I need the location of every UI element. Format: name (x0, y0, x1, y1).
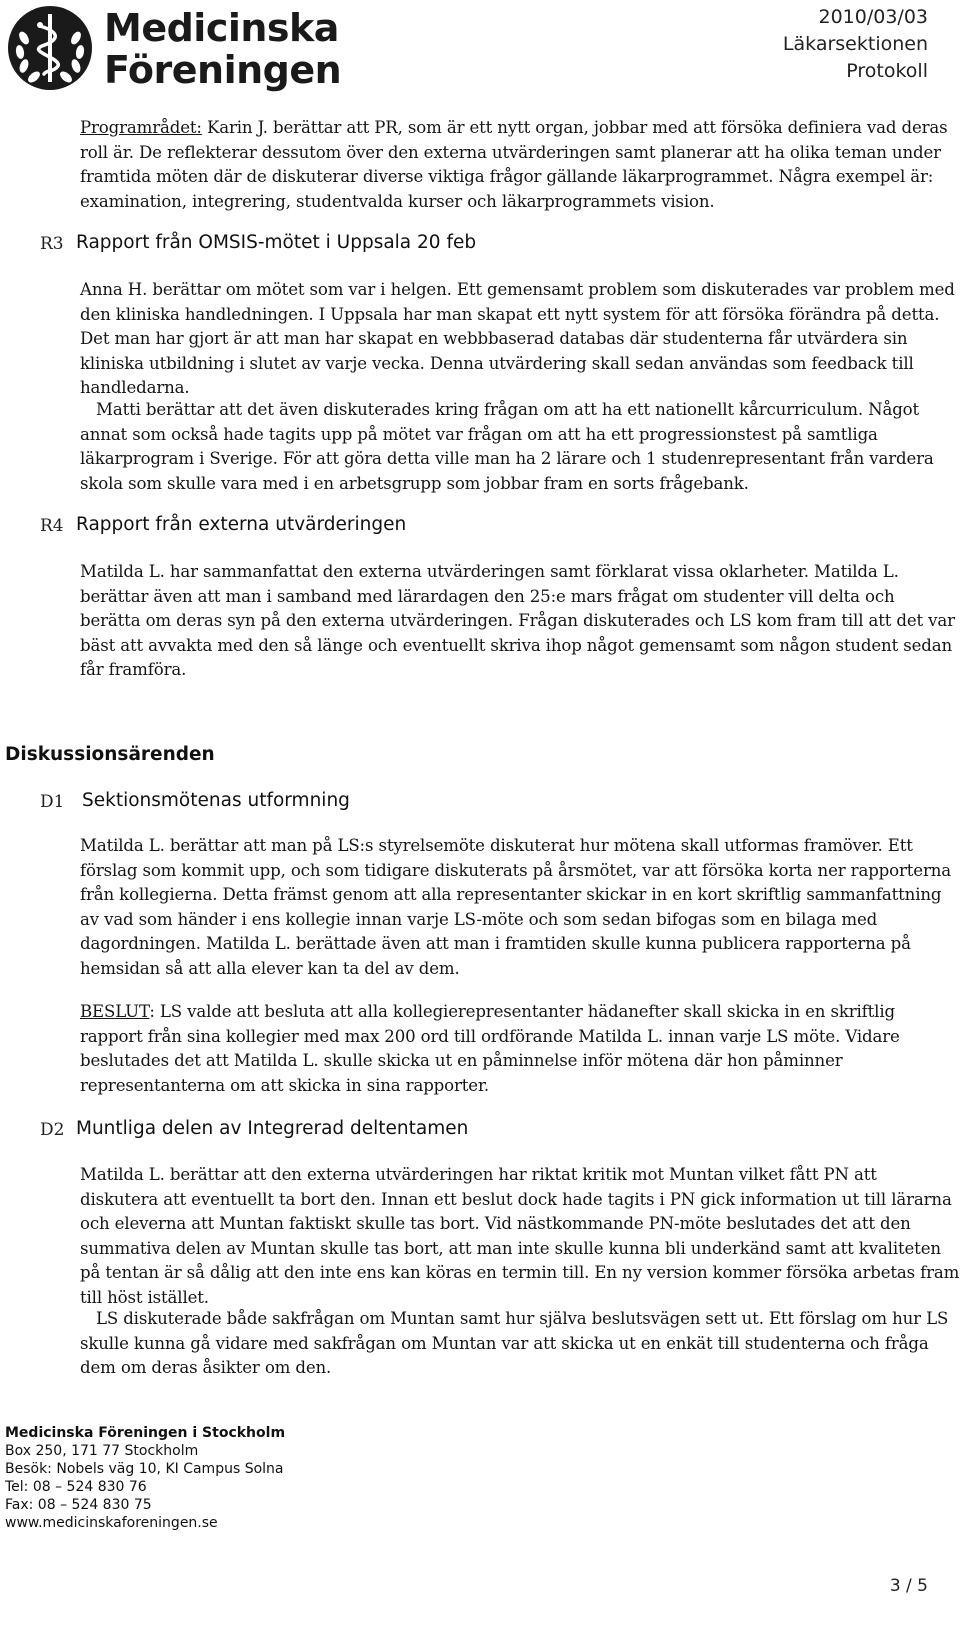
document-date: 2010/03/03 (818, 6, 928, 28)
caduceus-emblem-icon (6, 4, 98, 92)
footer-contact (5, 1424, 285, 1532)
logo-text-line2: Föreningen (104, 48, 342, 92)
medicinska-foreningen-logo (6, 4, 342, 92)
r3-paragraph-1: Anna H. berättar om mötet som var i helgen. Ett gemensamt problem som diskuterades var problem med den kliniska handledningen. I Uppsala har man skapat ett nytt system för att försöka förändra på detta. Det man har gjort är att man har skapat en webbbaserad databas där studenterna får utvärdera sin kliniska utbildning i slutet av varje vecka. Denna utvärdering skall sedan användas som feedback till handledarna. (80, 280, 955, 397)
beslut-label: BESLUT (80, 1002, 150, 1021)
item-title-r3: Rapport från OMSIS-mötet i Uppsala 20 feb (76, 232, 477, 253)
footer-organization: Medicinska Föreningen i Stockholm (5, 1425, 286, 1441)
d1-beslut-paragraph (80, 1000, 960, 1098)
footer-visit-address: Besök: Nobels väg 10, KI Campus Solna (5, 1461, 284, 1477)
footer-website: www.medicinskaforeningen.se (5, 1515, 218, 1531)
document-header-info (783, 4, 928, 85)
programradet-label: Programrådet: (80, 118, 202, 137)
logo-text-line1: Medicinska (104, 6, 339, 50)
d2-paragraph-2: LS diskuterade både sakfrågan om Muntan samt hur själva beslutsvägen sett ut. Ett förslag om hur LS skulle kunna gå vidare med sakfrågan om Muntan var att skicka ut en enkät till studenterna och fråga dem om deras åsikter om den. (80, 1309, 949, 1377)
beslut-text: : LS valde att besluta att alla kollegierepresentanter hädanefter skall skicka in en skriftlig rapport från sina kollegier med max 200 ord till ordförande Matilda L. innan varje LS möte. Vidare beslutades det att Matilda L. skulle skicka ut en påminnelse inför mötena där hon påminner representanterna om att skicka in sina rapporter. (80, 1002, 900, 1095)
item-code-d1: D1 (40, 792, 65, 812)
page-number: 3 / 5 (889, 1576, 928, 1596)
programradet-text: Karin J. berättar att PR, som är ett nytt organ, jobbar med att försöka definiera vad deras roll är. De reflekterar dessutom över den externa utvärderingen samt planerar att ha olika teman under framtida möten där de diskuterar diverse viktiga frågor gällande läkarprogrammet. Några exempel är: examination, integrering, studentvalda kurser och läkarprogrammets vision. (80, 118, 948, 211)
item-title-r4: Rapport från externa utvärderingen (76, 514, 407, 535)
footer-fax: Fax: 08 – 524 830 75 (5, 1497, 152, 1513)
item-code-r4: R4 (40, 516, 64, 536)
r4-paragraph-1: Matilda L. har sammanfattat den externa utvärderingen samt förklarat vissa oklarheter. Matilda L. berättar även att man i samband med lärardagen den 25:e mars frågat om studenter vill delta och berätta om deras syn på den externa utvärderingen. Frågan diskuterades och LS kom fram till att det var bäst att avvakta med den så länge och eventuellt skriva ihop något gemensamt som någon student sedan får framföra. (80, 562, 955, 679)
footer-phone: Tel: 08 – 524 830 76 (5, 1479, 147, 1495)
item-title-d1: Sektionsmötenas utformning (82, 790, 350, 811)
document-type: Protokoll (846, 60, 928, 82)
item-code-r3: R3 (40, 234, 64, 254)
programradet-paragraph (80, 116, 960, 214)
item-code-d2: D2 (40, 1120, 65, 1140)
d2-paragraph-1: Matilda L. berättar att den externa utvärderingen har riktat kritik mot Muntan vilket fått PN att diskutera att eventuellt ta bort den. Innan ett beslut dock hade tagits i PN gick information ut till lärarna och eleverna att Muntan faktiskt skulle tas bort. Vid nästkommande PN-möte beslutades det att den summativa delen av Muntan skulle tas bort, att man inte skulle kunna bli underkänd samt att kvaliteten på tentan är så dålig att den inte ens kan köras en termin till. En ny version kommer försöka arbetas fram till höst istället. (80, 1165, 960, 1307)
d1-paragraph-1: Matilda L. berättar att man på LS:s styrelsemöte diskuterat hur mötena skall utformas framöver. Ett förslag som kommit upp, och som tidigare diskuterats på årsmötet, var att försöka korta ner rapporterna från kollegierna. Detta främst genom att alla representanter skickar in en kort skriftlig sammanfattning av vad som händer i ens kollegie innan varje LS-möte och som sedan bifogas som en bilaga med dagordningen. Matilda L. berättade även att man i framtiden skulle kunna publicera rapporterna på hemsidan så att alla elever kan ta del av dem. (80, 836, 952, 978)
r3-paragraph-2: Matti berättar att det även diskuterades kring frågan om att ha ett nationellt kårcurriculum. Något annat som också hade tagits upp på mötet var frågan om att ha ett progressionstest på samtliga läkarprogram i Sverige. För att göra detta ville man ha 2 lärare och 1 studenrepresentant från vardera skola som skulle vara med i en arbetsgrupp som jobbar fram en sorts frågebank. (80, 400, 934, 493)
footer-address: Box 250, 171 77 Stockholm (5, 1443, 199, 1459)
section-heading-diskussionsarenden: Diskussionsärenden (5, 744, 215, 765)
document-section: Läkarsektionen (782, 33, 928, 55)
item-title-d2: Muntliga delen av Integrerad deltentamen (76, 1118, 469, 1139)
